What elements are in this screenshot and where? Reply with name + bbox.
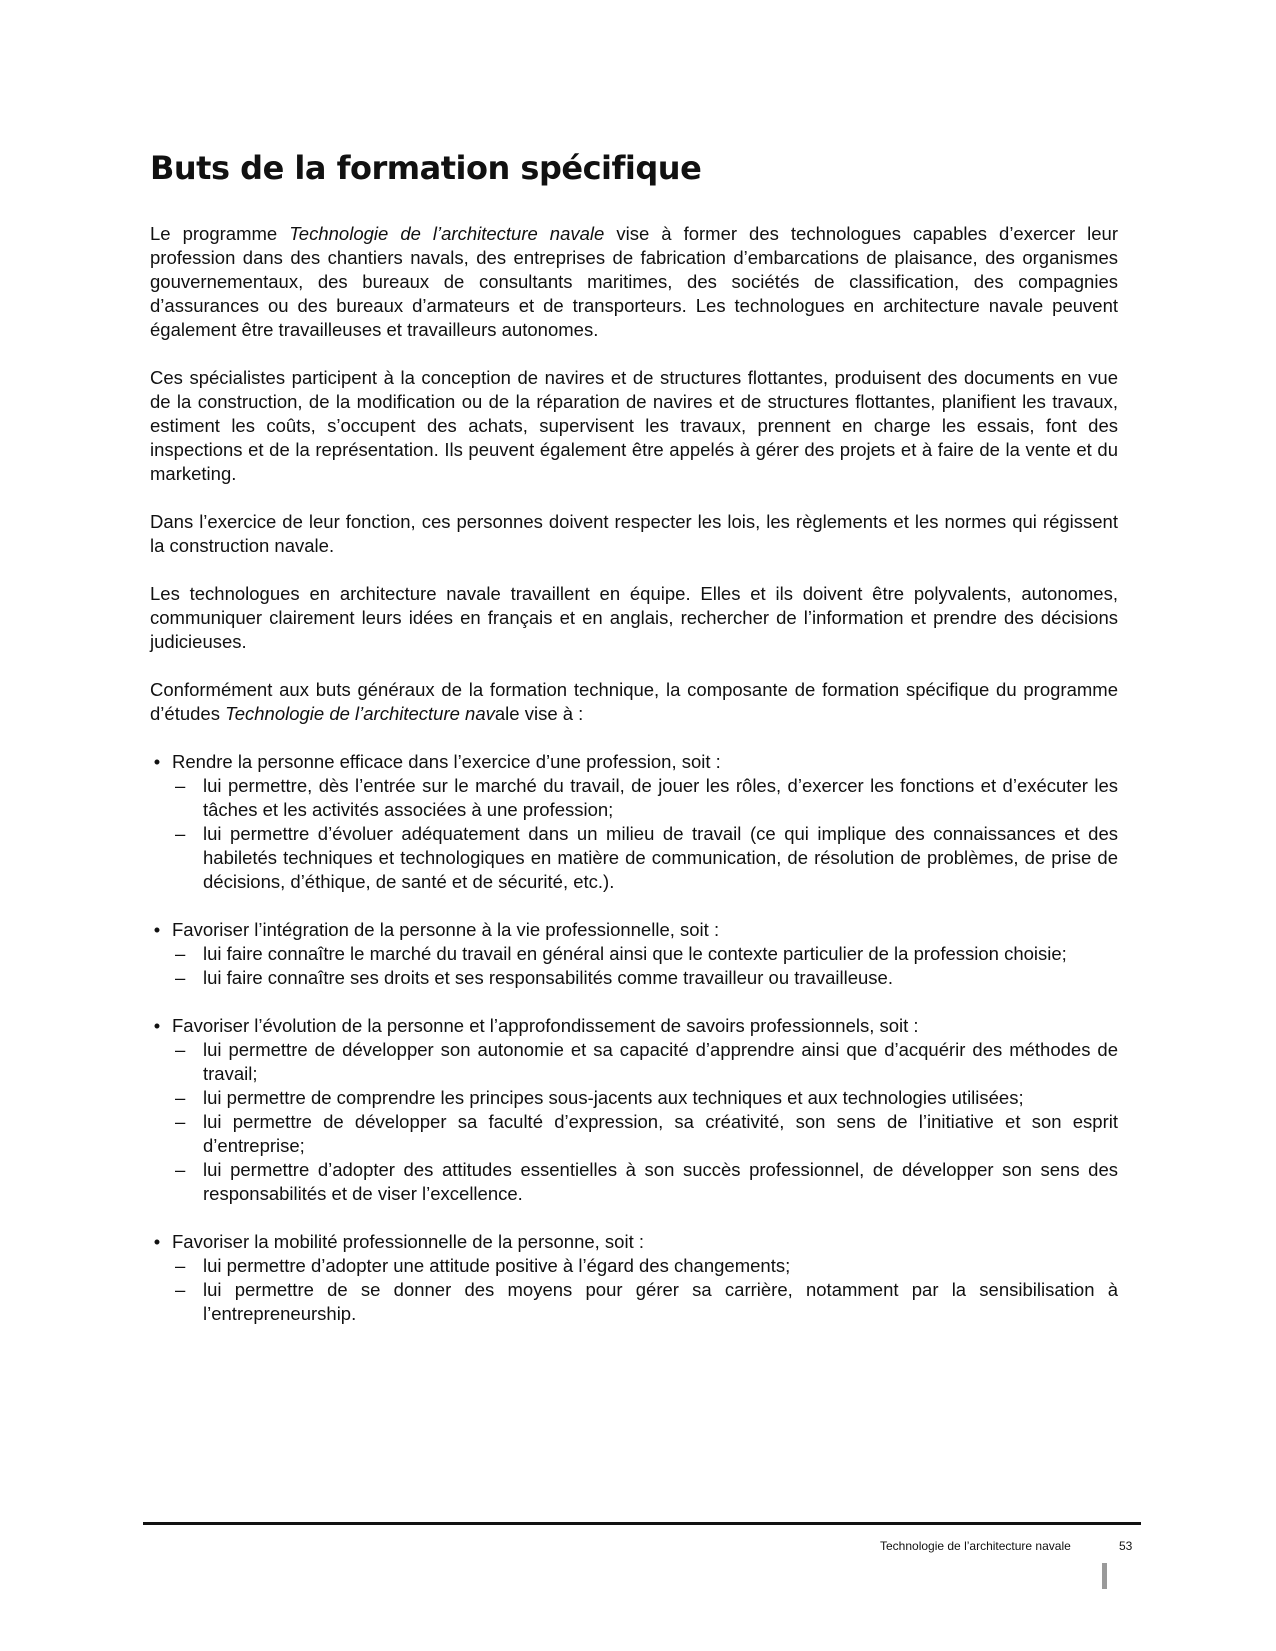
paragraph-intro: Le programme Technologie de l’architecture navale vise à former des technologues capables d’exercer leur profession dans des chantiers navals, des entreprises de fabrication d’embarcations de plaisance, des organismes gouvernementaux, des bureaux de consultants maritimes, des sociétés de classification, des compagnies d’assurances ou des bureaux d’armateurs et de transporteurs. Les technologues en architecture navale peuvent également être travailleuses et travailleurs autonomes.: [150, 223, 1118, 340]
dash-icon: –: [175, 1039, 186, 1060]
paragraph-specialists: Ces spécialistes participent à la conception de navires et de structures flottantes, produisent des documents en vue de la construction, de la modification ou de la réparation de navires et de structures flottantes, planifient les travaux, estiment les coûts, s’occupent des achats, supervisent les travaux, prennent en charge les essais, font des inspections et de la représentation. Ils peuvent également être appelés à gérer des projets et à faire de la vente et du marketing.: [150, 367, 1118, 484]
dash-icon: –: [175, 1111, 186, 1132]
paragraph-goals-intro: Conformément aux buts généraux de la formation technique, la composante de formation spécifique du programme d’études Technologie de l’architecture navale vise à :: [150, 679, 1118, 724]
goal-sub-list: [150, 1038, 1118, 1206]
program-name-italic: Technologie de l’architecture navale: [289, 223, 605, 244]
footer-marker-bar: [1102, 1563, 1107, 1589]
bullet-icon: •: [153, 919, 161, 940]
bullet-icon: •: [153, 751, 161, 772]
bullet-icon: •: [153, 1015, 161, 1036]
goal-heading: • Favoriser l’intégration de la personne à la vie professionnelle, soit :: [150, 918, 1118, 942]
goal-sub-list: [150, 942, 1118, 990]
list-item: – lui permettre d’évoluer adéquatement dans un milieu de travail (ce qui implique des connaissances et des habiletés techniques et technologiques en matière de communication, de résolution de problèmes, de prise de décisions, d’éthique, de santé et de sécurité, etc.).: [175, 823, 1118, 892]
goal-block: [150, 1230, 1118, 1326]
list-item: – lui faire connaître le marché du travail en général ainsi que le contexte particulier de la profession choisie;: [175, 943, 1067, 964]
dash-icon: –: [175, 1159, 186, 1180]
dash-icon: –: [175, 823, 186, 844]
list-item: – lui permettre de se donner des moyens pour gérer sa carrière, notamment par la sensibilisation à l’entrepreneurship.: [175, 1279, 1118, 1324]
list-item: – lui permettre d’adopter des attitudes essentielles à son succès professionnel, de développer son sens des responsabilités et de viser l’excellence.: [175, 1159, 1118, 1204]
goal-block: [150, 1014, 1118, 1206]
goal-heading: • Favoriser l’évolution de la personne et l’approfondissement de savoirs professionnels, soit :: [150, 1014, 1118, 1038]
dash-icon: –: [175, 1087, 186, 1108]
goal-heading: • Favoriser la mobilité professionnelle de la personne, soit :: [150, 1230, 1118, 1254]
goal-sub-list: [150, 774, 1118, 894]
list-item: – lui permettre de comprendre les principes sous-jacents aux techniques et aux technologies utilisées;: [175, 1087, 1024, 1108]
page-title: Buts de la formation spécifique: [150, 149, 702, 187]
footer-page-number: 53: [1119, 1539, 1133, 1553]
list-item: – lui faire connaître ses droits et ses responsabilités comme travailleur ou travailleuse.: [175, 967, 893, 988]
paragraph-regulations: Dans l’exercice de leur fonction, ces personnes doivent respecter les lois, les règlements et les normes qui régissent la construction navale.: [150, 511, 1118, 556]
list-item: – lui permettre de développer sa faculté d’expression, sa créativité, son sens de l’initiative et son esprit d’entreprise;: [175, 1111, 1118, 1156]
footer-program-name: Technologie de l’architecture navale: [880, 1539, 1071, 1553]
dash-icon: –: [175, 1279, 186, 1300]
bullet-icon: •: [153, 1231, 161, 1252]
dash-icon: –: [175, 943, 186, 964]
goal-heading: • Rendre la personne efficace dans l’exercice d’une profession, soit :: [150, 750, 1118, 774]
page-content: [150, 148, 1118, 1350]
goal-block: [150, 918, 1118, 990]
goal-sub-list: [150, 1254, 1118, 1326]
list-item: – lui permettre d’adopter une attitude positive à l’égard des changements;: [175, 1255, 791, 1276]
list-item: – lui permettre, dès l’entrée sur le marché du travail, de jouer les rôles, d’exercer les fonctions et d’exécuter les tâches et les activités associées à une profession;: [175, 775, 1118, 820]
dash-icon: –: [175, 967, 186, 988]
paragraph-teamwork: Les technologues en architecture navale travaillent en équipe. Elles et ils doivent être polyvalents, autonomes, communiquer clairement leurs idées en français et en anglais, rechercher de l’information et prendre des décisions judicieuses.: [150, 583, 1118, 652]
dash-icon: –: [175, 1255, 186, 1276]
goal-block: [150, 750, 1118, 894]
list-item: – lui permettre de développer son autonomie et sa capacité d’apprendre ainsi que d’acquérir des méthodes de travail;: [175, 1039, 1118, 1084]
dash-icon: –: [175, 775, 186, 796]
program-name-italic: Technologie de l’architecture nav: [225, 703, 495, 724]
footer-divider: [143, 1522, 1141, 1525]
